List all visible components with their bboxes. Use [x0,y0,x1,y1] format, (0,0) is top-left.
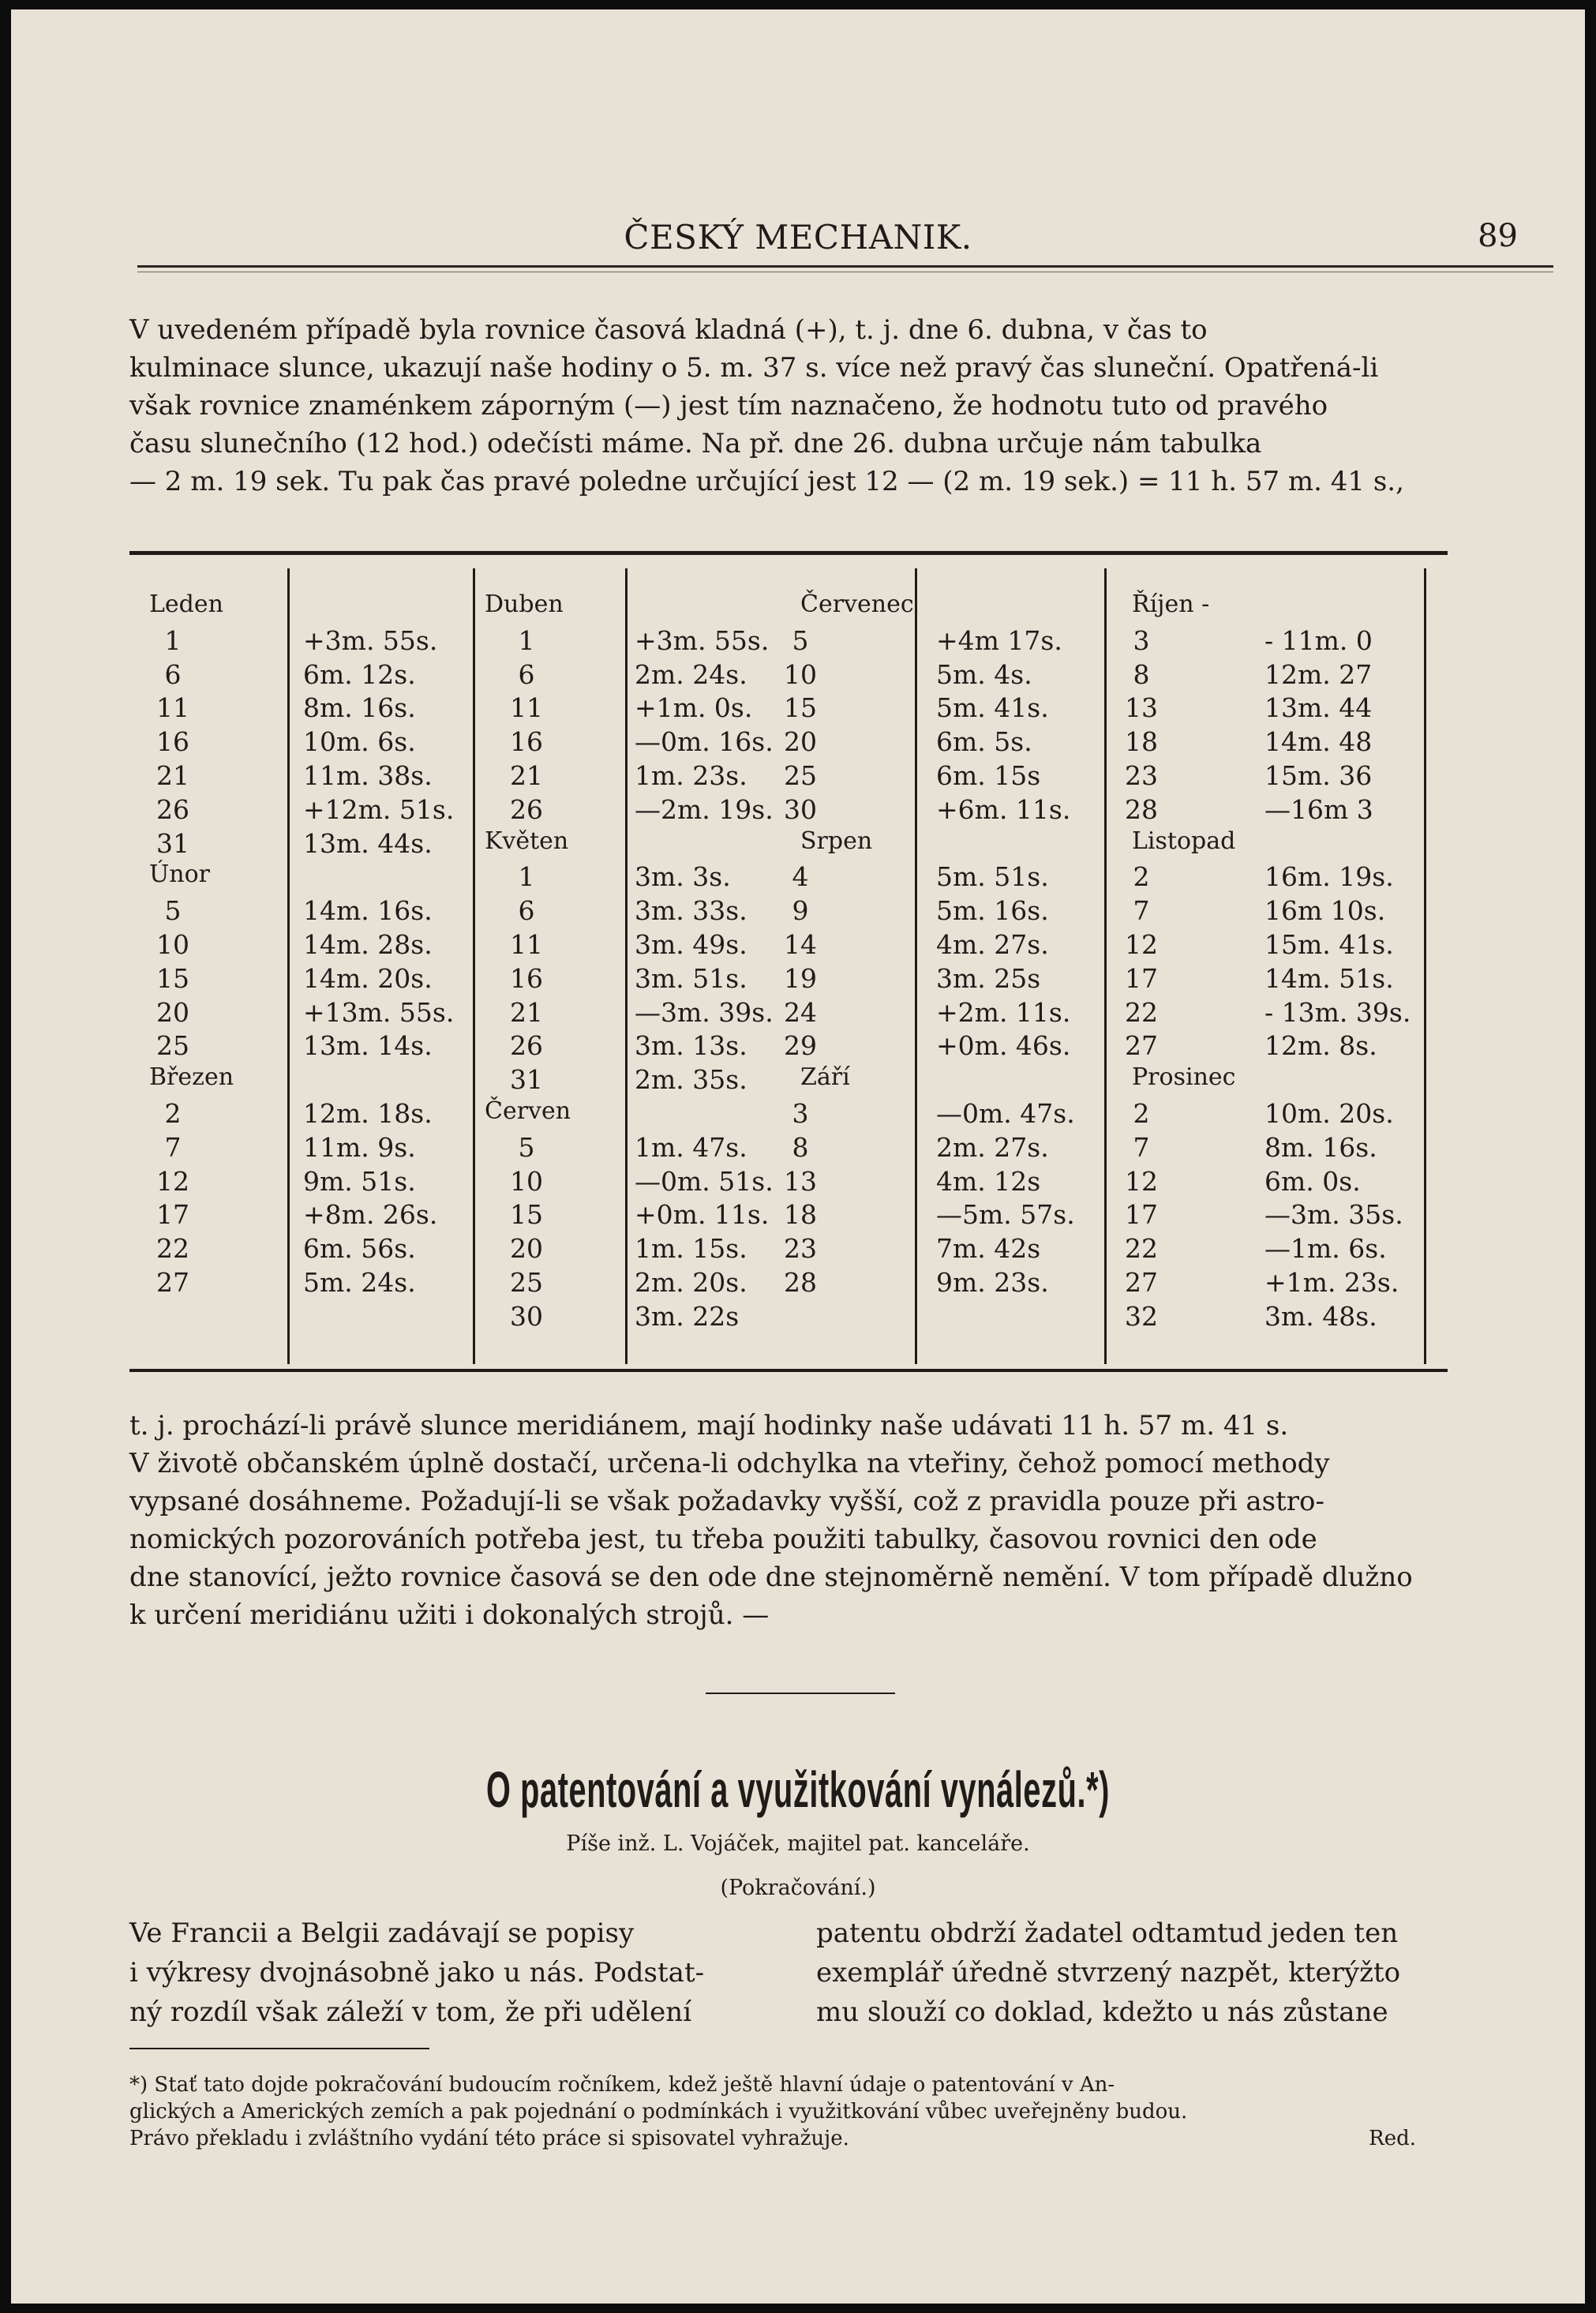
table-day: 30 [784,793,817,825]
table-day: 21 [510,996,543,1028]
footnote-line: Právo překladu i zvláštního vydání této práce si spisovatel vyhražuje. [129,2127,849,2150]
month-heading: Listopad [1132,827,1236,855]
month-heading: Říjen - [1132,590,1210,618]
table-day: 25 [156,1030,189,1062]
table-day: 8 [1133,658,1150,690]
table-day: 24 [784,996,817,1028]
table-day: 23 [1125,760,1158,791]
table-value: 6m. 15s [936,760,1041,791]
table-value: 3m. 51s. [635,962,747,994]
table-day: 19 [784,962,817,994]
table-day: 23 [784,1233,817,1265]
table-value: —16m 3 [1264,793,1373,825]
intro-paragraph [129,311,1448,500]
table-value: +4m 17s. [936,624,1062,656]
table-value: 2m. 35s. [635,1064,747,1096]
table-value: +8m. 26s. [303,1199,438,1231]
closing-line: nomických pozorováních potřeba jest, tu třeba použiti tabulky, časovou rovnici den ode [129,1524,1317,1555]
closing-paragraph [129,1407,1448,1634]
table-divider [915,568,917,1364]
table-value: 14m. 48 [1264,726,1373,758]
table-day: 11 [510,692,543,724]
table-day: 4 [792,861,809,893]
table-value: +0m. 11s. [635,1199,770,1231]
table-value: 1m. 23s. [635,760,747,791]
table-value: 4m. 27s. [936,929,1049,960]
table-value: +3m. 55s. [303,624,438,656]
table-top-rule [129,551,1448,555]
table-day: 17 [1125,962,1158,994]
table-value: 3m. 48s. [1264,1300,1377,1332]
table-value: 3m. 49s. [635,929,747,960]
table-day: 18 [784,1199,817,1231]
table-day: 3 [792,1098,809,1129]
table-day: 21 [156,760,189,791]
table-day: 30 [510,1300,543,1332]
month-heading: Prosinec [1132,1063,1236,1092]
table-day: 6 [164,658,182,690]
table-value: —5m. 57s. [936,1199,1075,1231]
month-heading: Únor [149,860,211,889]
table-value: 1m. 15s. [635,1233,747,1265]
table-value: 12m. 18s. [303,1098,433,1129]
article-line: Ve Francii a Belgii zadávají se popisy [129,1918,635,1949]
table-day: 15 [510,1199,543,1231]
table-value: 8m. 16s. [303,692,416,724]
page-number: 89 [1478,218,1518,254]
table-day: 10 [784,658,817,690]
table-value: +3m. 55s. [635,624,770,656]
article-left-column [129,1914,737,2032]
table-day: 31 [156,827,189,859]
table-day: 15 [784,692,817,724]
table-value: 10m. 6s. [303,726,416,758]
table-day: 20 [510,1233,543,1265]
table-day: 1 [518,861,535,893]
table-day: 32 [1125,1300,1158,1332]
closing-line: V životě občanském úplně dostačí, určena-li odchylka na vteřiny, čehož pomocí methody [129,1448,1330,1479]
table-value: 6m. 12s. [303,658,416,690]
table-day: 16 [510,962,543,994]
table-value: 5m. 4s. [936,658,1032,690]
table-value: 10m. 20s. [1264,1098,1394,1129]
table-day: 6 [518,895,535,927]
table-value: 7m. 42s [936,1233,1041,1265]
table-day: 5 [164,895,182,927]
table-value: 13m. 44 [1264,692,1373,724]
table-day: 28 [784,1267,817,1298]
intro-line: V uvedeném případě byla rovnice časová kladná (+), t. j. dne 6. dubna, v čas to [129,314,1208,346]
table-day: 12 [1125,929,1158,960]
table-value: - 13m. 39s. [1264,996,1411,1028]
table-value: —0m. 51s. [635,1165,774,1197]
table-day: 6 [518,658,535,690]
article-line: ný rozdíl však záleží v tom, že při udělení [129,1996,692,2028]
table-day: 16 [510,726,543,758]
table-day: 12 [156,1165,189,1197]
table-value: 2m. 24s. [635,658,747,690]
table-value: - 11m. 0 [1264,624,1373,656]
month-heading: Srpen [800,827,873,855]
table-day: 7 [1133,895,1150,927]
month-heading: Leden [149,590,223,618]
table-day: 7 [1133,1131,1150,1163]
table-day: 29 [784,1030,817,1062]
table-day: 20 [156,996,189,1028]
table-value: 3m. 33s. [635,895,747,927]
footnote-signature: Red. [1369,2127,1416,2150]
table-day: 17 [156,1199,189,1231]
table-value: 14m. 28s. [303,929,433,960]
table-value: 13m. 44s. [303,827,433,859]
running-header: ČESKÝ MECHANIK. [624,218,972,257]
table-day: 20 [784,726,817,758]
table-day: 22 [1125,1233,1158,1265]
closing-line: k určení meridiánu užiti i dokonalých strojů. — [129,1599,770,1631]
table-value: 3m. 25s [936,962,1041,994]
table-value: 9m. 23s. [936,1267,1049,1298]
article-line: mu slouží co doklad, kdežto u nás zůstane [816,1996,1388,2028]
table-day: 7 [164,1131,182,1163]
table-value: —2m. 19s. [635,793,774,825]
table-value: 4m. 12s [936,1165,1041,1197]
article-title: O patentování a využitkování vynálezů.*) [486,1761,1110,1818]
table-value: +0m. 46s. [936,1030,1071,1062]
table-value: 5m. 16s. [936,895,1049,927]
table-value: +12m. 51s. [303,793,455,825]
table-value: 1m. 47s. [635,1131,747,1163]
table-day: 10 [510,1165,543,1197]
month-heading: Květen [485,827,569,855]
table-value: —3m. 39s. [635,996,774,1028]
table-day: 12 [1125,1165,1158,1197]
table-day: 22 [156,1233,189,1265]
table-value: +6m. 11s. [936,793,1071,825]
table-value: 2m. 27s. [936,1131,1049,1163]
table-day: 26 [510,1030,543,1062]
table-value: 3m. 13s. [635,1030,747,1062]
table-day: 1 [518,624,535,656]
table-day: 9 [792,895,809,927]
table-day: 27 [156,1267,189,1298]
intro-line: kulminace slunce, ukazují naše hodiny o 5. m. 37 s. více než pravý čas sluneční. Opatřená-li [129,352,1379,384]
month-heading: Červenec [800,590,914,618]
footnote [129,2071,1456,2152]
article-author: Píše inž. L. Vojáček, majitel pat. kanceláře. [566,1831,1030,1856]
table-value: 15m. 41s. [1264,929,1394,960]
continued-note: (Pokračování.) [720,1876,876,1900]
section-separator [706,1693,895,1694]
table-day: 13 [784,1165,817,1197]
table-value: 12m. 27 [1264,658,1373,690]
table-value: 14m. 16s. [303,895,433,927]
table-day: 1 [164,624,182,656]
table-value: —0m. 47s. [936,1098,1075,1129]
table-day: 2 [164,1098,182,1129]
table-value: 15m. 36 [1264,760,1373,791]
closing-line: dne stanovící, ježto rovnice časová se den ode dne stejnoměrně nemění. V tom případě dlužno [129,1561,1413,1593]
article-line: i výkresy dvojnásobně jako u nás. Podstat- [129,1957,705,1989]
footnote-rule [129,2048,429,2049]
table-day: 18 [1125,726,1158,758]
table-day: 11 [156,692,189,724]
table-value: +1m. 23s. [1264,1267,1399,1298]
table-value: 11m. 38s. [303,760,433,791]
table-divider [287,568,290,1364]
article-right-column [816,1914,1424,2032]
intro-line: — 2 m. 19 sek. Tu pak čas pravé poledne určující jest 12 — (2 m. 19 sek.) = 11 h. 57 m. 41 s., [129,466,1404,497]
table-value: 6m. 56s. [303,1233,416,1265]
intro-line: času slunečního (12 hod.) odečísti máme. Na př. dne 26. dubna určuje nám tabulka [129,428,1262,459]
table-day: 16 [156,726,189,758]
table-value: +2m. 11s. [936,996,1071,1028]
month-heading: Duben [485,590,564,618]
table-value: 16m. 19s. [1264,861,1394,893]
table-day: 26 [510,793,543,825]
month-heading: Září [800,1063,850,1092]
table-day: 17 [1125,1199,1158,1231]
table-day: 13 [1125,692,1158,724]
page [11,9,1585,2304]
month-heading: Březen [149,1063,234,1092]
header-rule [137,265,1553,268]
table-divider [625,568,628,1364]
table-day: 28 [1125,793,1158,825]
table-bottom-rule [129,1369,1448,1372]
table-value: 13m. 14s. [303,1030,433,1062]
table-value: 14m. 51s. [1264,962,1394,994]
table-day: 3 [1133,624,1150,656]
table-value: 12m. 8s. [1264,1030,1377,1062]
table-value: +13m. 55s. [303,996,455,1028]
table-value: 3m. 22s [635,1300,740,1332]
article-line: patentu obdrží žadatel odtamtud jeden ten [816,1918,1399,1949]
table-value: 6m. 0s. [1264,1165,1361,1197]
table-value: —1m. 6s. [1264,1233,1387,1265]
table-day: 31 [510,1064,543,1096]
table-day: 22 [1125,996,1158,1028]
table-value: 11m. 9s. [303,1131,416,1163]
table-value: 5m. 51s. [936,861,1049,893]
table-value: +1m. 0s. [635,692,753,724]
table-value: 5m. 24s. [303,1267,416,1298]
table-value: 3m. 3s. [635,861,731,893]
table-value: 9m. 51s. [303,1165,416,1197]
table-value: 5m. 41s. [936,692,1049,724]
closing-line: vypsané dosáhneme. Požadují-li se však požadavky vyšší, což z pravidla pouze při astro- [129,1486,1324,1517]
table-day: 25 [784,760,817,791]
table-value: 14m. 20s. [303,962,433,994]
table-day: 11 [510,929,543,960]
month-heading: Červen [485,1097,571,1125]
table-value: 16m 10s. [1264,895,1386,927]
closing-line: t. j. prochází-li právě slunce meridiánem, mají hodinky naše udávati 11 h. 57 m. 41 s. [129,1410,1289,1441]
table-day: 27 [1125,1267,1158,1298]
table-day: 21 [510,760,543,791]
footnote-line: glických a Amerických zemích a pak pojednání o podmínkách i využitkování vůbec uveřejněny budou. [129,2100,1188,2124]
table-day: 8 [792,1131,809,1163]
table-day: 14 [784,929,817,960]
table-day: 15 [156,962,189,994]
table-value: —3m. 35s. [1264,1199,1403,1231]
table-day: 2 [1133,1098,1150,1129]
intro-line: však rovnice znaménkem záporným (—) jest tím naznačeno, že hodnotu tuto od pravého [129,390,1328,422]
table-value: 8m. 16s. [1264,1131,1377,1163]
table-day: 10 [156,929,189,960]
table-day: 25 [510,1267,543,1298]
article-line: exemplář úředně stvrzený nazpět, kterýžto [816,1957,1401,1989]
table-day: 5 [518,1131,535,1163]
table-day: 5 [792,624,809,656]
table-value: —0m. 16s. [635,726,774,758]
table-day: 27 [1125,1030,1158,1062]
table-value: 2m. 20s. [635,1267,747,1298]
footnote-line: *) Stať tato dojde pokračování budoucím ročníkem, kdež ještě hlavní údaje o patentování v An- [129,2073,1115,2097]
table-day: 26 [156,793,189,825]
table-day: 2 [1133,861,1150,893]
table-value: 6m. 5s. [936,726,1032,758]
